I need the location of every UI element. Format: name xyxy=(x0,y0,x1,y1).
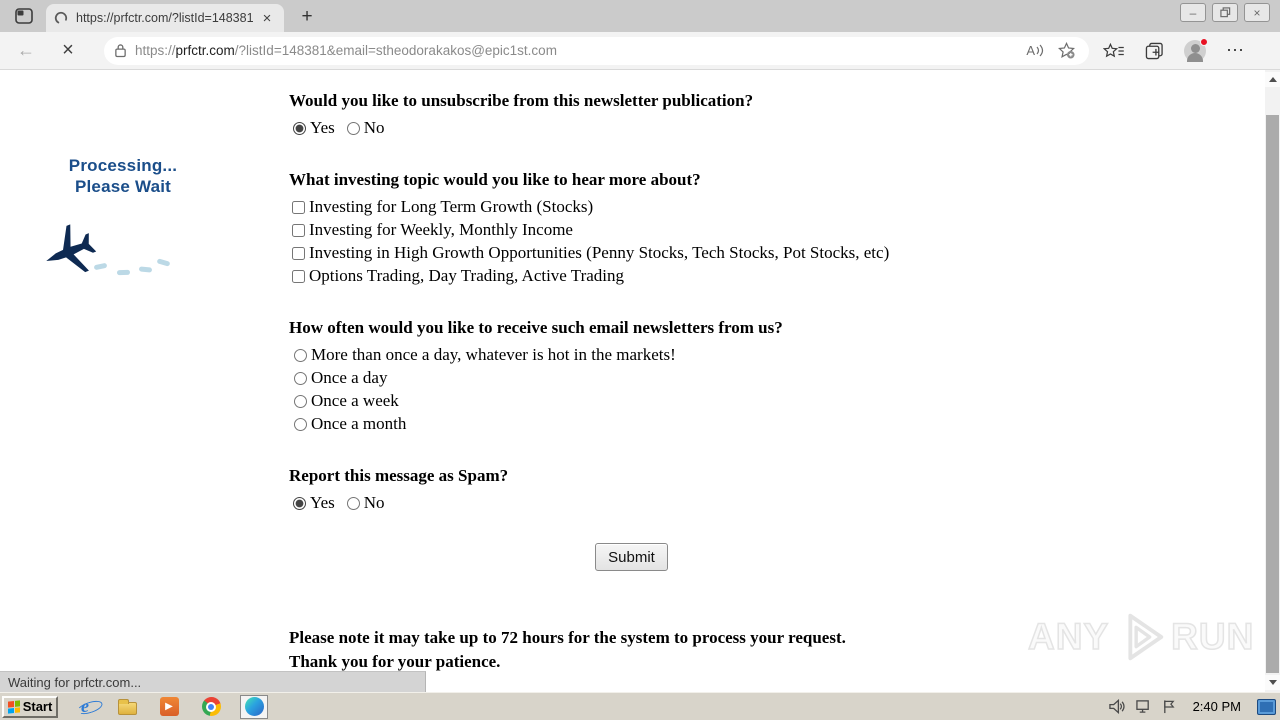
toolbar-right-icons xyxy=(1103,40,1245,62)
tab-strip xyxy=(0,0,1280,32)
close-button[interactable]: × xyxy=(1244,3,1270,22)
windows-logo-icon xyxy=(8,700,20,713)
media-player-icon[interactable]: ▶ xyxy=(156,695,182,719)
settings-menu-icon[interactable]: ⋯ xyxy=(1226,40,1245,60)
question-spam: Report this message as Spam? xyxy=(289,466,509,485)
volume-icon[interactable] xyxy=(1108,699,1125,714)
spam-options: Yes No xyxy=(293,493,385,513)
edge-icon xyxy=(245,697,264,716)
internet-explorer-icon[interactable]: e xyxy=(81,696,89,716)
scroll-down-icon[interactable] xyxy=(1265,675,1280,690)
show-desktop-monitor-icon[interactable] xyxy=(1257,699,1276,715)
plane-trail-dash xyxy=(139,266,152,272)
tab-loading-spinner-icon xyxy=(54,11,68,25)
window-controls xyxy=(1180,3,1270,22)
question-unsubscribe: Would you like to unsubscribe from this newsletter publication? xyxy=(289,91,754,110)
submit-button[interactable]: Submit xyxy=(595,543,668,571)
back-button-icon[interactable]: ← xyxy=(17,40,35,60)
file-explorer-icon[interactable] xyxy=(114,695,140,719)
system-tray xyxy=(1108,699,1280,715)
frequency-weekly-radio[interactable] xyxy=(294,395,307,408)
frequency-monthly-radio[interactable] xyxy=(294,418,307,431)
read-aloud-icon[interactable]: A xyxy=(1026,43,1044,58)
favorites-icon[interactable] xyxy=(1103,43,1125,59)
topic-option-row: Options Trading, Day Trading, Active Trading xyxy=(292,266,624,286)
browser-toolbar xyxy=(0,32,1280,70)
edge-taskbar-button[interactable] xyxy=(240,695,268,719)
frequency-option-row: Once a month xyxy=(294,414,406,434)
lock-icon xyxy=(114,43,127,58)
spam-yes-radio[interactable] xyxy=(293,497,306,510)
page-content xyxy=(0,70,1280,692)
topic-income-checkbox[interactable] xyxy=(292,224,305,237)
taskbar-clock[interactable]: 2:40 PM xyxy=(1192,699,1241,714)
frequency-option-row: Once a week xyxy=(294,391,399,411)
address-bar[interactable] xyxy=(104,37,1089,65)
tab-actions-menu-icon[interactable] xyxy=(12,5,36,27)
add-favorite-icon[interactable] xyxy=(1058,42,1075,59)
frequency-multiple-daily-radio[interactable] xyxy=(294,349,307,362)
windows-taskbar xyxy=(0,692,1280,720)
action-center-flag-icon[interactable] xyxy=(1162,699,1177,714)
chrome-icon[interactable] xyxy=(198,695,224,719)
frequency-option-row: Once a day xyxy=(294,368,387,388)
start-button[interactable]: Start xyxy=(2,696,58,718)
minimize-button[interactable]: – xyxy=(1180,3,1206,22)
url-text: https://prfctr.com/?listId=148381&email=stheodorakakos@epic1st.com xyxy=(135,43,557,58)
processing-message: Processing... Please Wait xyxy=(68,156,178,196)
vertical-scrollbar[interactable] xyxy=(1265,70,1280,692)
question-topics: What investing topic would you like to hear more about? xyxy=(289,170,701,189)
frequency-option-row: More than once a day, whatever is hot in the markets! xyxy=(294,345,676,365)
spam-no-radio[interactable] xyxy=(347,497,360,510)
anyrun-watermark: ANY RUN xyxy=(1028,608,1254,666)
topic-option-row: Investing for Weekly, Monthly Income xyxy=(292,220,573,240)
browser-tab[interactable] xyxy=(46,4,284,32)
topic-option-row: Investing for Long Term Growth (Stocks) xyxy=(292,197,593,217)
unsubscribe-yes-radio[interactable] xyxy=(293,122,306,135)
stop-loading-icon[interactable]: × xyxy=(62,39,74,61)
topic-options-trading-checkbox[interactable] xyxy=(292,270,305,283)
unsubscribe-no-radio[interactable] xyxy=(347,122,360,135)
new-tab-button[interactable]: + xyxy=(301,6,313,27)
network-icon[interactable] xyxy=(1135,699,1152,714)
topic-option-row: Investing in High Growth Opportunities (Penny Stocks, Tech Stocks, Pot Stocks, etc) xyxy=(292,243,889,263)
tab-close-icon[interactable]: × xyxy=(262,9,272,27)
airplane-icon xyxy=(33,213,109,289)
topic-highgrowth-checkbox[interactable] xyxy=(292,247,305,260)
scrollbar-thumb[interactable] xyxy=(1266,115,1279,673)
topic-longterm-checkbox[interactable] xyxy=(292,201,305,214)
plane-trail-dash xyxy=(157,258,171,266)
collections-icon[interactable] xyxy=(1145,42,1164,60)
restore-button[interactable] xyxy=(1212,3,1238,22)
plane-trail-dash xyxy=(117,270,130,275)
frequency-daily-radio[interactable] xyxy=(294,372,307,385)
tab-title: https://prfctr.com/?listId=148381 xyxy=(76,11,254,25)
scroll-up-icon[interactable] xyxy=(1265,72,1280,87)
notification-dot xyxy=(1200,38,1208,46)
unsubscribe-options: Yes No xyxy=(293,118,385,138)
status-bar: Waiting for prfctr.com... xyxy=(0,671,426,692)
processing-note: Please note it may take up to 72 hours for the system to process your request. Thank you for your patience. xyxy=(289,628,846,671)
anyrun-play-logo-icon xyxy=(1111,608,1169,666)
profile-avatar[interactable] xyxy=(1184,40,1206,62)
question-frequency: How often would you like to receive such email newsletters from us? xyxy=(289,318,783,337)
